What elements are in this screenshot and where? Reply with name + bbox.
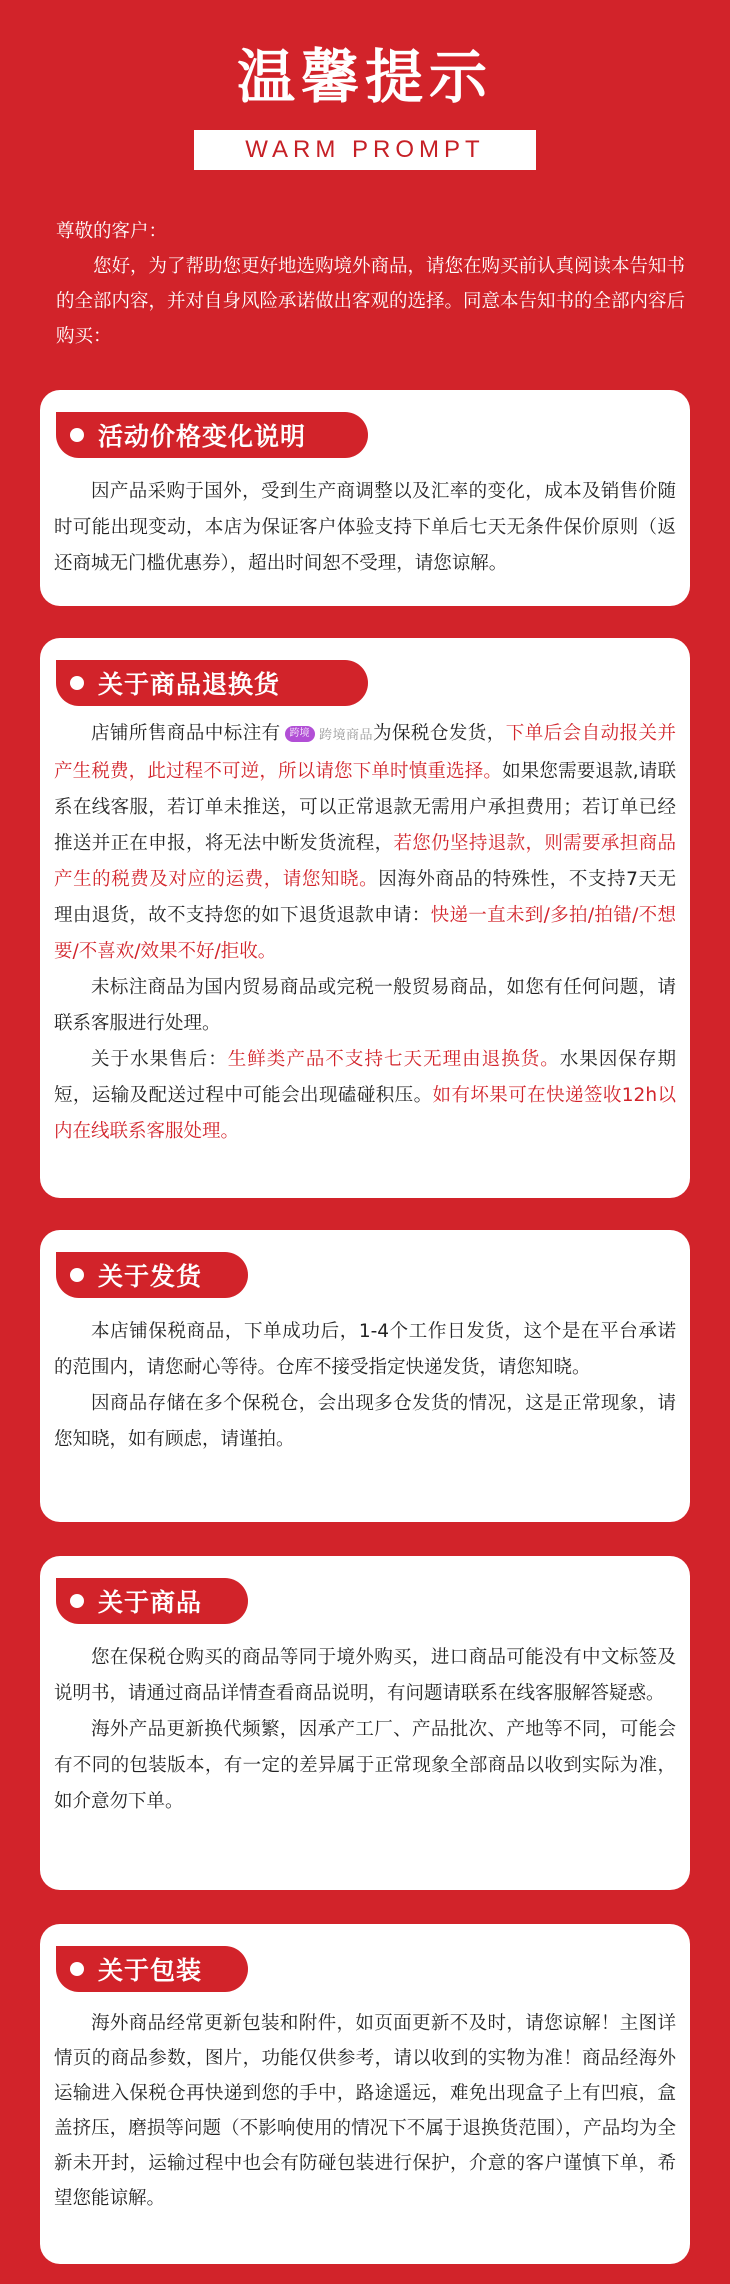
product-section-title: 关于商品 <box>98 1588 203 1617</box>
product-paragraph-1: 您在保税仓购买的商品等同于境外购买，进口商品可能没有中文标签及说明书，请通过商品详情查看商品说明，有问题请联系在线客服解答疑惑。 <box>54 1647 676 1704</box>
product-section-tag <box>56 1578 248 1624</box>
shipping-paragraph-1: 本店铺保税商品，下单成功后，1-4个工作日发货，这个是在平台承诺的范围内，请您耐心等待。仓库不接受指定快递发货，请您知晓。 <box>54 1321 676 1378</box>
bullet-dot-icon <box>70 1594 84 1608</box>
packaging-section-tag <box>56 1946 248 1992</box>
shipping-card <box>40 1230 690 1522</box>
intro-text: 您好，为了帮助您更好地选购境外商品，请您在购买前认真阅读本告知书的全部内容，并对自身风险承诺做出客观的选择。同意本告知书的全部内容后购买： <box>56 256 686 347</box>
cross-border-badge-icon: 跨境 <box>285 726 315 742</box>
intro-greeting: 尊敬的客户： <box>56 221 168 242</box>
subtitle-banner <box>194 130 536 170</box>
price-section-tag <box>56 412 368 458</box>
product-section-body <box>54 1640 676 1820</box>
price-section-body <box>54 474 676 582</box>
cross-border-badge-label: 跨境商品 <box>318 728 373 743</box>
packaging-card <box>40 1924 690 2264</box>
price-paragraph: 因产品采购于国外，受到生产商调整以及汇率的变化，成本及销售价随时可能出现变动，本店为保证客户体验支持下单后七天无条件保价原则（返还商城无门槛优惠券），超出时间恕不受理，请您谅解。 <box>54 481 676 574</box>
returns-paragraph-3: 关于水果售后：生鲜类产品不支持七天无理由退换货。水果因保存期短，运输及配送过程中可能会出现磕碰积压。如有坏果可在快递签收12h以内在线联系客服处理。 <box>54 1049 676 1142</box>
bullet-dot-icon <box>70 676 84 690</box>
returns-card <box>40 638 690 1198</box>
intro-block <box>56 214 686 354</box>
product-paragraph-2: 海外产品更新换代频繁，因承产工厂、产品批次、产地等不同，可能会有不同的包装版本，有一定的差异属于正常现象全部商品以收到实际为准，如介意勿下单。 <box>54 1719 676 1812</box>
returns-paragraph-2: 未标注商品为国内贸易商品或完税一般贸易商品，如您有任何问题，请联系客服进行处理。 <box>54 977 676 1034</box>
price-card <box>40 390 690 606</box>
bullet-dot-icon <box>70 1268 84 1282</box>
page-title: 温馨提示 <box>236 43 493 111</box>
returns-section-title: 关于商品退换货 <box>98 670 281 699</box>
shipping-section-body <box>54 1314 676 1458</box>
shipping-section-title: 关于发货 <box>98 1262 203 1291</box>
packaging-section-title: 关于包装 <box>98 1956 203 1985</box>
bullet-dot-icon <box>70 428 84 442</box>
bullet-dot-icon <box>70 1962 84 1976</box>
returns-section-body <box>54 716 676 1150</box>
returns-section-tag <box>56 660 368 706</box>
subtitle-text: WARM PROMPT <box>245 136 485 163</box>
price-section-title: 活动价格变化说明 <box>98 422 307 451</box>
packaging-paragraph: 海外商品经常更新包装和附件，如页面更新不及时，请您谅解！主图详情页的商品参数，图片，功能仅供参考，请以收到的实物为准！商品经海外运输进入保税仓再快递到您的手中，路途遥远，难免出现盒子上有凹痕，盒盖挤压，磨损等问题（不影响使用的情况下不属于退换货范围），产品均为全新未开封，运输过程中也会有防碰包装进行保护，介意的客户谨慎下单，希望您能谅解。 <box>54 2013 676 2209</box>
returns-paragraph-1: 店铺所售商品中标注有 跨境 跨境商品为保税仓发货，下单后会自动报关并产生税费，此过程不可逆，所以请您下单时慎重选择。如果您需要退款,请联系在线客服，若订单未推送，可以正常退款无需用户承担费用；若订单已经推送并正在申报，将无法中断发货流程，若您仍坚持退款，则需要承担商品产生的税费及对应的运费，请您知晓。因海外商品的特殊性，不支持7天无理由退货，故不支持您的如下退货退款申请：快递一直未到/多拍/拍错/不想要/不喜欢/效果不好/拒收。 <box>54 723 676 962</box>
product-card <box>40 1556 690 1890</box>
shipping-section-tag <box>56 1252 248 1298</box>
packaging-section-body <box>54 2006 676 2216</box>
shipping-paragraph-2: 因商品存储在多个保税仓，会出现多仓发货的情况，这是正常现象，请您知晓，如有顾虑，请谨拍。 <box>54 1393 676 1450</box>
